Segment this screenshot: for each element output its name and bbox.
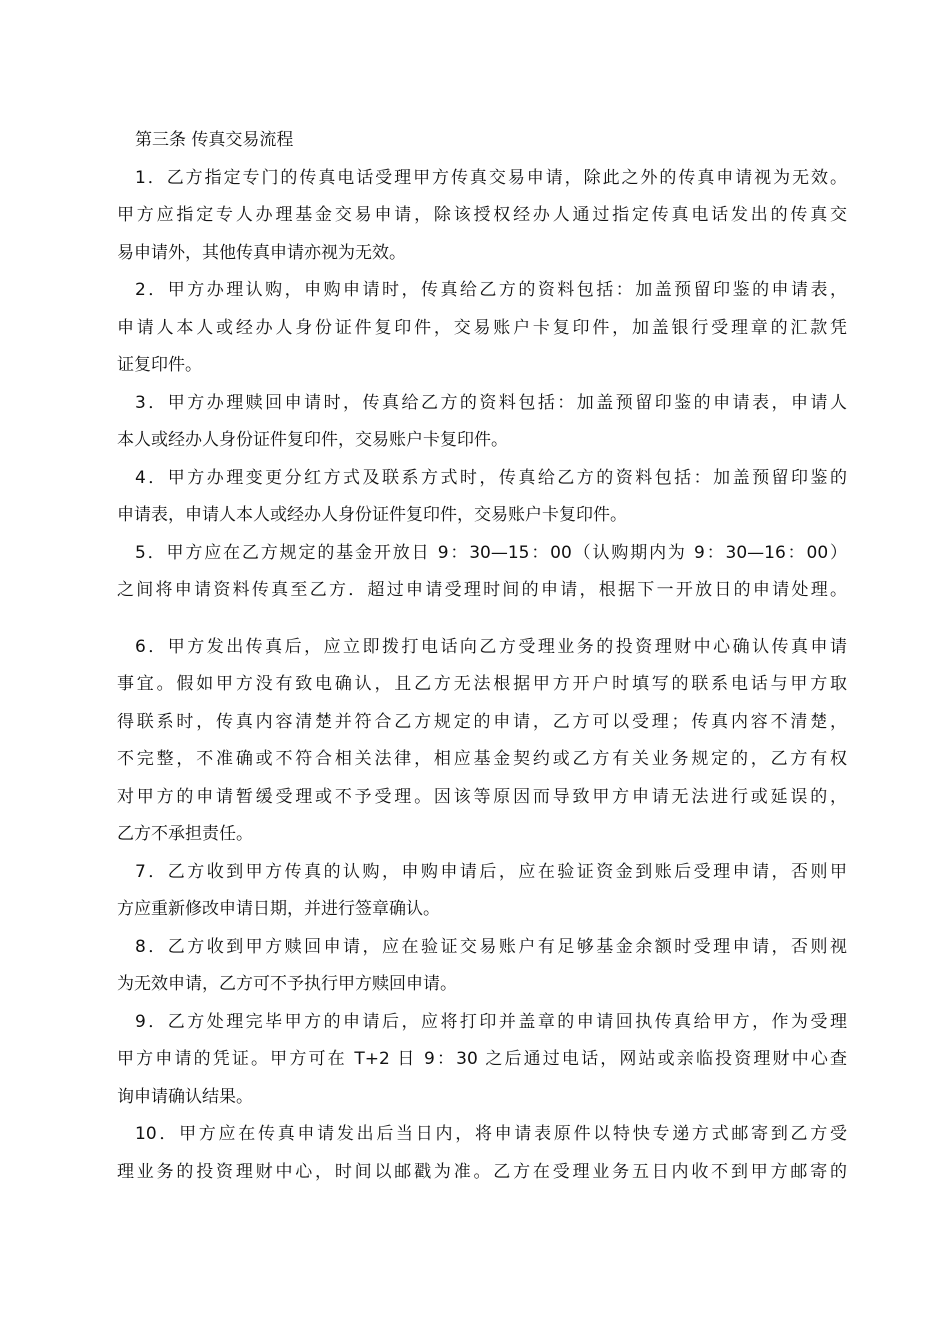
clause-line: 9．乙方处理完毕甲方的申请后，应将打印并盖章的申请回执传真给甲方，作为受理 — [135, 1011, 847, 1032]
clause-line: 1．乙方指定专门的传真电话受理甲方传真交易申请，除此之外的传真申请视为无效。 — [135, 167, 847, 188]
clause-line: 乙方不承担责任。 — [117, 824, 253, 844]
clause-line: 方应重新修改申请日期，并进行签章确认。 — [117, 899, 440, 919]
clause-8 — [117, 929, 847, 1004]
clause-line: 易申请外，其他传真申请亦视为无效。 — [117, 242, 406, 263]
paragraph-gap — [117, 610, 847, 629]
clause-6 — [117, 629, 847, 854]
clause-line: 证复印件。 — [117, 355, 202, 375]
clause-line: 申请人本人或经办人身份证件复印件，交易账户卡复印件，加盖银行受理章的汇款凭 — [117, 317, 847, 338]
clause-line: 之间将申请资料传真至乙方．超过申请受理时间的申请，根据下一开放日的申请处理。 — [117, 580, 847, 600]
document-page — [117, 122, 847, 1191]
clause-line: 3．甲方办理赎回申请时，传真给乙方的资料包括：加盖预留印鉴的申请表，申请人 — [135, 392, 847, 413]
clause-line: 本人或经办人身份证件复印件，交易账户卡复印件。 — [117, 430, 508, 450]
clause-line: 2．甲方办理认购，申购申请时，传真给乙方的资料包括：加盖预留印鉴的申请表， — [135, 280, 847, 300]
clause-line: 6．甲方发出传真后，应立即拨打电话向乙方受理业务的投资理财中心确认传真申请 — [135, 636, 847, 657]
clause-7 — [117, 854, 847, 929]
clause-line: 对甲方的申请暂缓受理或不予受理。因该等原因而导致甲方申请无法进行或延误的， — [117, 786, 847, 807]
clause-9 — [117, 1004, 847, 1117]
section-heading: 第三条 传真交易流程 — [135, 130, 294, 150]
clause-line: 理业务的投资理财中心，时间以邮戳为准。乙方在受理业务五日内收不到甲方邮寄的 — [117, 1161, 847, 1182]
clause-line: 甲方申请的凭证。甲方可在 T+2 日 9：30 之后通过电话，网站或亲临投资理财中心查 — [117, 1049, 847, 1069]
clause-4 — [117, 460, 847, 535]
clause-1 — [117, 160, 847, 273]
clause-line: 10．甲方应在传真申请发出后当日内，将申请表原件以特快专递方式邮寄到乙方受 — [135, 1124, 847, 1144]
clause-line: 4．甲方办理变更分红方式及联系方式时，传真给乙方的资料包括：加盖预留印鉴的 — [135, 467, 847, 488]
clause-line: 甲方应指定专人办理基金交易申请，除该授权经办人通过指定传真电话发出的传真交 — [117, 205, 847, 225]
clause-line: 8．乙方收到甲方赎回申请，应在验证交易账户有足够基金余额时受理申请，否则视 — [135, 936, 847, 957]
clause-line: 7．乙方收到甲方传真的认购，申购申请后，应在验证资金到账后受理申请，否则甲 — [135, 861, 847, 882]
clause-line: 5．甲方应在乙方规定的基金开放日 9：30—15：00（认购期内为 9：30—16：00） — [135, 542, 847, 563]
clause-3 — [117, 385, 847, 460]
clause-10 — [117, 1116, 847, 1191]
clause-5 — [117, 535, 847, 610]
clause-line: 询申请确认结果。 — [117, 1086, 253, 1107]
clause-2 — [117, 272, 847, 385]
clause-line: 为无效申请，乙方可不予执行甲方赎回申请。 — [117, 974, 457, 994]
clause-line: 不完整，不准确或不符合相关法律，相应基金契约或乙方有关业务规定的，乙方有权 — [117, 749, 847, 769]
clause-line: 申请表，申请人本人或经办人身份证件复印件，交易账户卡复印件。 — [117, 505, 627, 525]
clause-line: 事宜。假如甲方没有致电确认，且乙方无法根据甲方开户时填写的联系电话与甲方取 — [117, 674, 847, 694]
clause-line: 得联系时，传真内容清楚并符合乙方规定的申请，乙方可以受理；传真内容不清楚， — [117, 711, 847, 732]
